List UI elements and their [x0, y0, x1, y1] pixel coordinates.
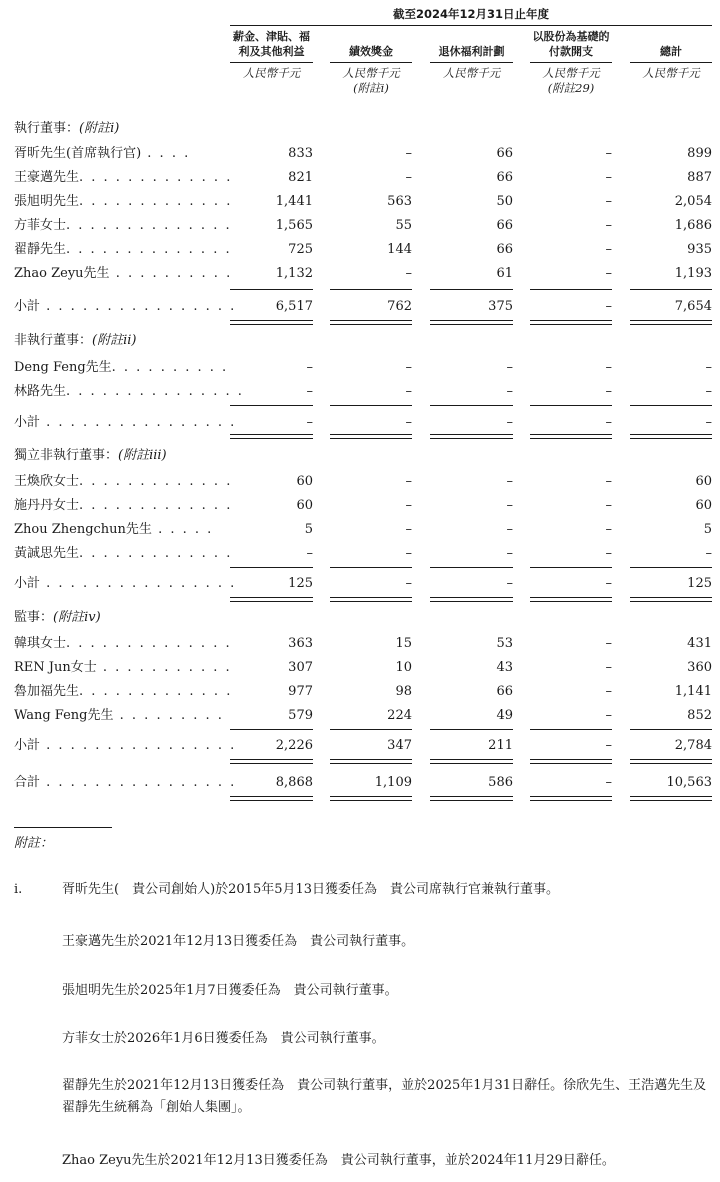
leader-dots: . . . . . . . . . . . . . . [66, 218, 232, 233]
cell-salaries: 125 [288, 576, 313, 591]
subtotal-rule [630, 289, 712, 290]
cell-retirement: 61 [496, 266, 513, 281]
cell-retirement: 211 [488, 738, 513, 753]
subtotal-rule [230, 289, 313, 290]
cell-bonus: – [405, 266, 412, 281]
column-header-bonus: 績效獎金 [349, 45, 393, 58]
cell-bonus: 762 [387, 299, 412, 314]
cell-bonus: 144 [387, 242, 412, 257]
leader-dots: . . . . . . . . . . . . . . . . [40, 299, 237, 314]
section-header-independent [0, 445, 720, 467]
cell-share-based: – [605, 360, 612, 375]
unit-note: (附註i) [353, 81, 389, 95]
subtotal-row [0, 296, 720, 318]
cell-bonus: – [405, 384, 412, 399]
table-row [0, 543, 720, 565]
leader-dots: . . . . . . . . . . . . . . . . [40, 738, 237, 753]
row-label: Deng Feng先生 [14, 360, 112, 375]
subtotal-rule [330, 405, 412, 406]
cell-salaries: – [306, 384, 313, 399]
double-rule [330, 597, 412, 602]
cell-retirement: 66 [496, 170, 513, 185]
double-rule [230, 759, 313, 764]
double-rule [330, 434, 412, 439]
cell-salaries: – [306, 360, 313, 375]
cell-bonus: 15 [395, 636, 412, 651]
cell-retirement: 66 [496, 218, 513, 233]
cell-share-based: – [605, 522, 612, 537]
cell-total: 60 [695, 474, 712, 489]
table-row [0, 471, 720, 493]
column-rule [330, 62, 412, 63]
cell-share-based: – [605, 299, 612, 314]
cell-retirement: – [506, 576, 513, 591]
table-row [0, 705, 720, 727]
cell-share-based: – [605, 576, 612, 591]
cell-salaries: 5 [304, 522, 313, 537]
cell-bonus: – [405, 360, 412, 375]
row-label: 小計 [14, 299, 41, 314]
cell-share-based: – [605, 474, 612, 489]
leader-dots: . . . . . . . . . . [111, 360, 229, 375]
leader-dots: . . . . . . . . . [113, 708, 224, 723]
leader-dots: . . . . . . . . . . . . . [79, 194, 233, 209]
note-paragraph: 張旭明先生於2025年1月7日獲委任為 貴公司執行董事。 [62, 983, 398, 998]
table-row [0, 681, 720, 703]
subtotal-rule [430, 729, 513, 730]
subtotal-rule [630, 567, 712, 568]
double-rule [330, 759, 412, 764]
table-row [0, 357, 720, 379]
double-rule [230, 597, 313, 602]
double-rule [630, 597, 712, 602]
leader-dots: . . . . . . . . . . . . . . . . [40, 576, 237, 591]
double-rule [430, 597, 513, 602]
period-heading: 截至2024年12月31日止年度 [392, 7, 549, 21]
cell-bonus: – [405, 576, 412, 591]
cell-total: 1,686 [674, 218, 712, 233]
cell-retirement: 586 [488, 775, 513, 790]
double-rule [430, 759, 513, 764]
subtotal-rule [630, 729, 712, 730]
row-label: 韓琪女士 [14, 636, 67, 651]
double-rule [330, 320, 412, 325]
cell-retirement: 66 [496, 146, 513, 161]
cell-bonus: – [405, 522, 412, 537]
cell-total: 2,784 [674, 738, 712, 753]
footnote-rule [14, 827, 112, 828]
table-row [0, 495, 720, 517]
double-rule [430, 434, 513, 439]
double-rule [530, 759, 612, 764]
row-label: 林路先生 [14, 384, 67, 399]
unit-label: 人民幣千元 [442, 66, 501, 80]
double-rule [630, 759, 712, 764]
row-label: 小計 [14, 415, 41, 430]
table-row [0, 143, 720, 165]
note-number: i. [14, 882, 23, 897]
leader-dots: . . . . . . . . . . . . . . [66, 242, 232, 257]
section-header-supervisors [0, 607, 720, 629]
note-paragraph: 王豪邁先生於2021年12月13日獲委任為 貴公司執行董事。 [62, 934, 415, 949]
cell-share-based: – [605, 498, 612, 513]
unit-label: 人民幣千元 [642, 66, 700, 80]
row-label: REN Jun女士 [14, 660, 97, 675]
cell-share-based: – [605, 775, 612, 790]
table-row [0, 381, 720, 403]
row-label: 魯加福先生 [14, 684, 80, 699]
cell-salaries: 60 [296, 474, 313, 489]
cell-retirement: 53 [496, 636, 513, 651]
cell-salaries: 363 [288, 636, 313, 651]
unit-label: 人民幣千元 [342, 66, 400, 80]
cell-bonus: – [405, 415, 412, 430]
subtotal-rule [430, 567, 513, 568]
column-header-share-based: 以股份為基礎的付款開支 [532, 30, 610, 58]
section-note: (附註i) [79, 121, 120, 136]
cell-bonus: 55 [395, 218, 412, 233]
cell-retirement: 50 [496, 194, 513, 209]
leader-dots: . . . . . . . . . . . . . [79, 546, 233, 561]
cell-salaries: 6,517 [275, 299, 313, 314]
cell-salaries: 725 [288, 242, 313, 257]
section-title: 監事： [14, 610, 54, 625]
cell-bonus: – [405, 146, 412, 161]
leader-dots: . . . . . . . . . . . [96, 660, 232, 675]
cell-share-based: – [605, 384, 612, 399]
cell-share-based: – [605, 738, 612, 753]
leader-dots: . . . . . . . . . . . . . [79, 170, 233, 185]
subtotal-row [0, 735, 720, 757]
cell-retirement: 43 [496, 660, 513, 675]
row-label: 胥昕先生(首席執行官) [14, 146, 142, 161]
cell-salaries: 579 [288, 708, 313, 723]
double-rule [530, 434, 612, 439]
row-label: 翟靜先生 [14, 242, 67, 257]
cell-salaries: 977 [288, 684, 313, 699]
leader-dots: . . . . . . . . . . . . . . . [66, 384, 244, 399]
double-rule [430, 796, 513, 801]
cell-retirement: 66 [496, 242, 513, 257]
table-row [0, 657, 720, 679]
column-rule [530, 62, 612, 63]
leader-dots: . . . . . [151, 522, 214, 537]
column-header-total: 總計 [660, 45, 682, 58]
cell-retirement: – [506, 415, 513, 430]
table-row [0, 215, 720, 237]
table-row [0, 519, 720, 541]
table-row [0, 633, 720, 655]
double-rule [330, 796, 412, 801]
leader-dots: . . . . . . . . . . . . . [79, 474, 233, 489]
subtotal-rule [530, 289, 612, 290]
cell-salaries: 821 [288, 170, 313, 185]
cell-total: 5 [703, 522, 712, 537]
note-paragraph: 方菲女士於2026年1月6日獲委任為 貴公司執行董事。 [62, 1031, 385, 1046]
cell-retirement: 66 [496, 684, 513, 699]
row-label: 方菲女士 [14, 218, 67, 233]
cell-share-based: – [605, 242, 612, 257]
cell-retirement: – [506, 474, 513, 489]
cell-total: – [705, 415, 712, 430]
cell-salaries: 1,132 [275, 266, 313, 281]
cell-total: 899 [687, 146, 712, 161]
cell-total: 60 [695, 498, 712, 513]
leader-dots: . . . . . . . . . . . . . [79, 498, 233, 513]
cell-bonus: 1,109 [374, 775, 412, 790]
double-rule [630, 434, 712, 439]
cell-total: – [705, 360, 712, 375]
cell-salaries: 1,441 [275, 194, 313, 209]
row-label: 合計 [14, 775, 41, 790]
cell-salaries: 833 [288, 146, 313, 161]
unit-label: 人民幣千元 [242, 66, 301, 80]
table-row [0, 167, 720, 189]
cell-total: 887 [687, 170, 712, 185]
subtotal-rule [330, 289, 412, 290]
subtotal-rule [330, 567, 412, 568]
cell-total: 431 [687, 636, 712, 651]
cell-share-based: – [605, 636, 612, 651]
section-note: (附註iv) [53, 610, 101, 625]
section-header-executive [0, 118, 720, 140]
cell-bonus: 10 [395, 660, 412, 675]
section-note: (附註ii) [92, 333, 137, 348]
subtotal-rule [230, 405, 313, 406]
cell-bonus: – [405, 170, 412, 185]
double-rule [230, 434, 313, 439]
row-label: 小計 [14, 738, 41, 753]
leader-dots: . . . . . . . . . . . . . [79, 684, 233, 699]
cell-bonus: – [405, 498, 412, 513]
row-label: Wang Feng先生 [14, 708, 114, 723]
subtotal-rule [430, 405, 513, 406]
cell-retirement: 375 [488, 299, 513, 314]
subtotal-rule [230, 567, 313, 568]
cell-total: – [705, 384, 712, 399]
cell-total: 2,054 [674, 194, 712, 209]
section-title: 獨立非執行董事： [14, 448, 119, 463]
leader-dots: . . . . . . . . . . . . . . [66, 636, 232, 651]
column-rule [430, 62, 513, 63]
cell-retirement: – [506, 384, 513, 399]
cell-salaries: – [306, 415, 313, 430]
row-label: 小計 [14, 576, 41, 591]
subtotal-rule [530, 729, 612, 730]
cell-salaries: 8,868 [275, 775, 313, 790]
subtotal-row [0, 412, 720, 434]
cell-bonus: 347 [387, 738, 412, 753]
double-rule [530, 597, 612, 602]
double-rule [230, 796, 313, 801]
grand-total-row [0, 772, 720, 794]
subtotal-rule [230, 729, 313, 730]
cell-total: 1,193 [674, 266, 712, 281]
column-header-salaries: 薪金、津貼、福利及其他利益 [233, 30, 310, 58]
row-label: Zhou Zhengchun先生 [14, 522, 152, 537]
double-rule [230, 320, 313, 325]
period-rule [230, 25, 712, 26]
subtotal-rule [630, 405, 712, 406]
cell-bonus: 224 [387, 708, 412, 723]
row-label: 黃誠思先生 [14, 546, 80, 561]
subtotal-rule [430, 289, 513, 290]
cell-salaries: 2,226 [275, 738, 313, 753]
table-row [0, 239, 720, 261]
note-paragraph: 胥昕先生( 貴公司創始人)於2015年5月13日獲委任為 貴公司席執行官兼執行董事。 [62, 882, 560, 897]
cell-share-based: – [605, 415, 612, 430]
cell-salaries: 1,565 [275, 218, 313, 233]
cell-total: – [705, 546, 712, 561]
section-header-non-executive [0, 330, 720, 352]
subtotal-rule [530, 567, 612, 568]
cell-share-based: – [605, 546, 612, 561]
cell-retirement: 49 [496, 708, 513, 723]
cell-share-based: – [605, 266, 612, 281]
cell-share-based: – [605, 170, 612, 185]
table-row [0, 191, 720, 213]
double-rule [630, 320, 712, 325]
cell-share-based: – [605, 660, 612, 675]
cell-retirement: – [506, 498, 513, 513]
cell-share-based: – [605, 218, 612, 233]
cell-bonus: 98 [395, 684, 412, 699]
cell-total: 935 [687, 242, 712, 257]
cell-bonus: 563 [387, 194, 412, 209]
row-label: 王煥欣女士 [14, 474, 80, 489]
cell-salaries: 60 [296, 498, 313, 513]
cell-bonus: – [405, 546, 412, 561]
column-header-retirement: 退休福利計劃 [438, 45, 505, 58]
double-rule [630, 796, 712, 801]
cell-total: 7,654 [674, 299, 712, 314]
unit-label: 人民幣千元 [542, 66, 600, 80]
column-rule [230, 62, 313, 63]
table-row [0, 263, 720, 285]
leader-dots: . . . . . . . . . . . . . . . . [40, 775, 237, 790]
row-label: 王豪邁先生 [14, 170, 80, 185]
cell-total: 852 [687, 708, 712, 723]
section-note: (附註iii) [118, 448, 167, 463]
subtotal-rule [530, 405, 612, 406]
subtotal-row [0, 573, 720, 595]
cell-share-based: – [605, 708, 612, 723]
row-label: 施丹丹女士 [14, 498, 80, 513]
cell-total: 360 [687, 660, 712, 675]
cell-total: 1,141 [674, 684, 712, 699]
cell-share-based: – [605, 684, 612, 699]
cell-share-based: – [605, 194, 612, 209]
subtotal-rule [330, 729, 412, 730]
cell-total: 125 [687, 576, 712, 591]
leader-dots: . . . . . . . . . . [109, 266, 233, 281]
column-rule [630, 62, 712, 63]
double-rule [430, 320, 513, 325]
cell-salaries: 307 [288, 660, 313, 675]
cell-retirement: – [506, 522, 513, 537]
section-title: 非執行董事： [14, 333, 93, 348]
section-title: 執行董事： [14, 121, 80, 136]
row-label: Zhao Zeyu先生 [14, 266, 110, 281]
footnote-title: 附註： [14, 836, 54, 851]
unit-note: (附註29) [547, 81, 595, 95]
cell-share-based: – [605, 146, 612, 161]
cell-retirement: – [506, 546, 513, 561]
double-rule [530, 796, 612, 801]
note-paragraph: Zhao Zeyu先生於2021年12月13日獲委任為 貴公司執行董事，並於2024年11月29日辭任。 [62, 1153, 615, 1168]
cell-retirement: – [506, 360, 513, 375]
leader-dots: . . . . [141, 146, 191, 161]
cell-salaries: – [306, 546, 313, 561]
double-rule [530, 320, 612, 325]
cell-bonus: – [405, 474, 412, 489]
note-paragraph: 翟靜先生於2021年12月13日獲委任為 貴公司執行董事，並於2025年1月31日辭任。徐欣先生、王浩邁先生及翟靜先生統稱為「創始人集團」。 [62, 1078, 707, 1115]
leader-dots: . . . . . . . . . . . . . . . . [40, 415, 237, 430]
cell-total: 10,563 [666, 775, 712, 790]
row-label: 張旭明先生 [14, 194, 80, 209]
